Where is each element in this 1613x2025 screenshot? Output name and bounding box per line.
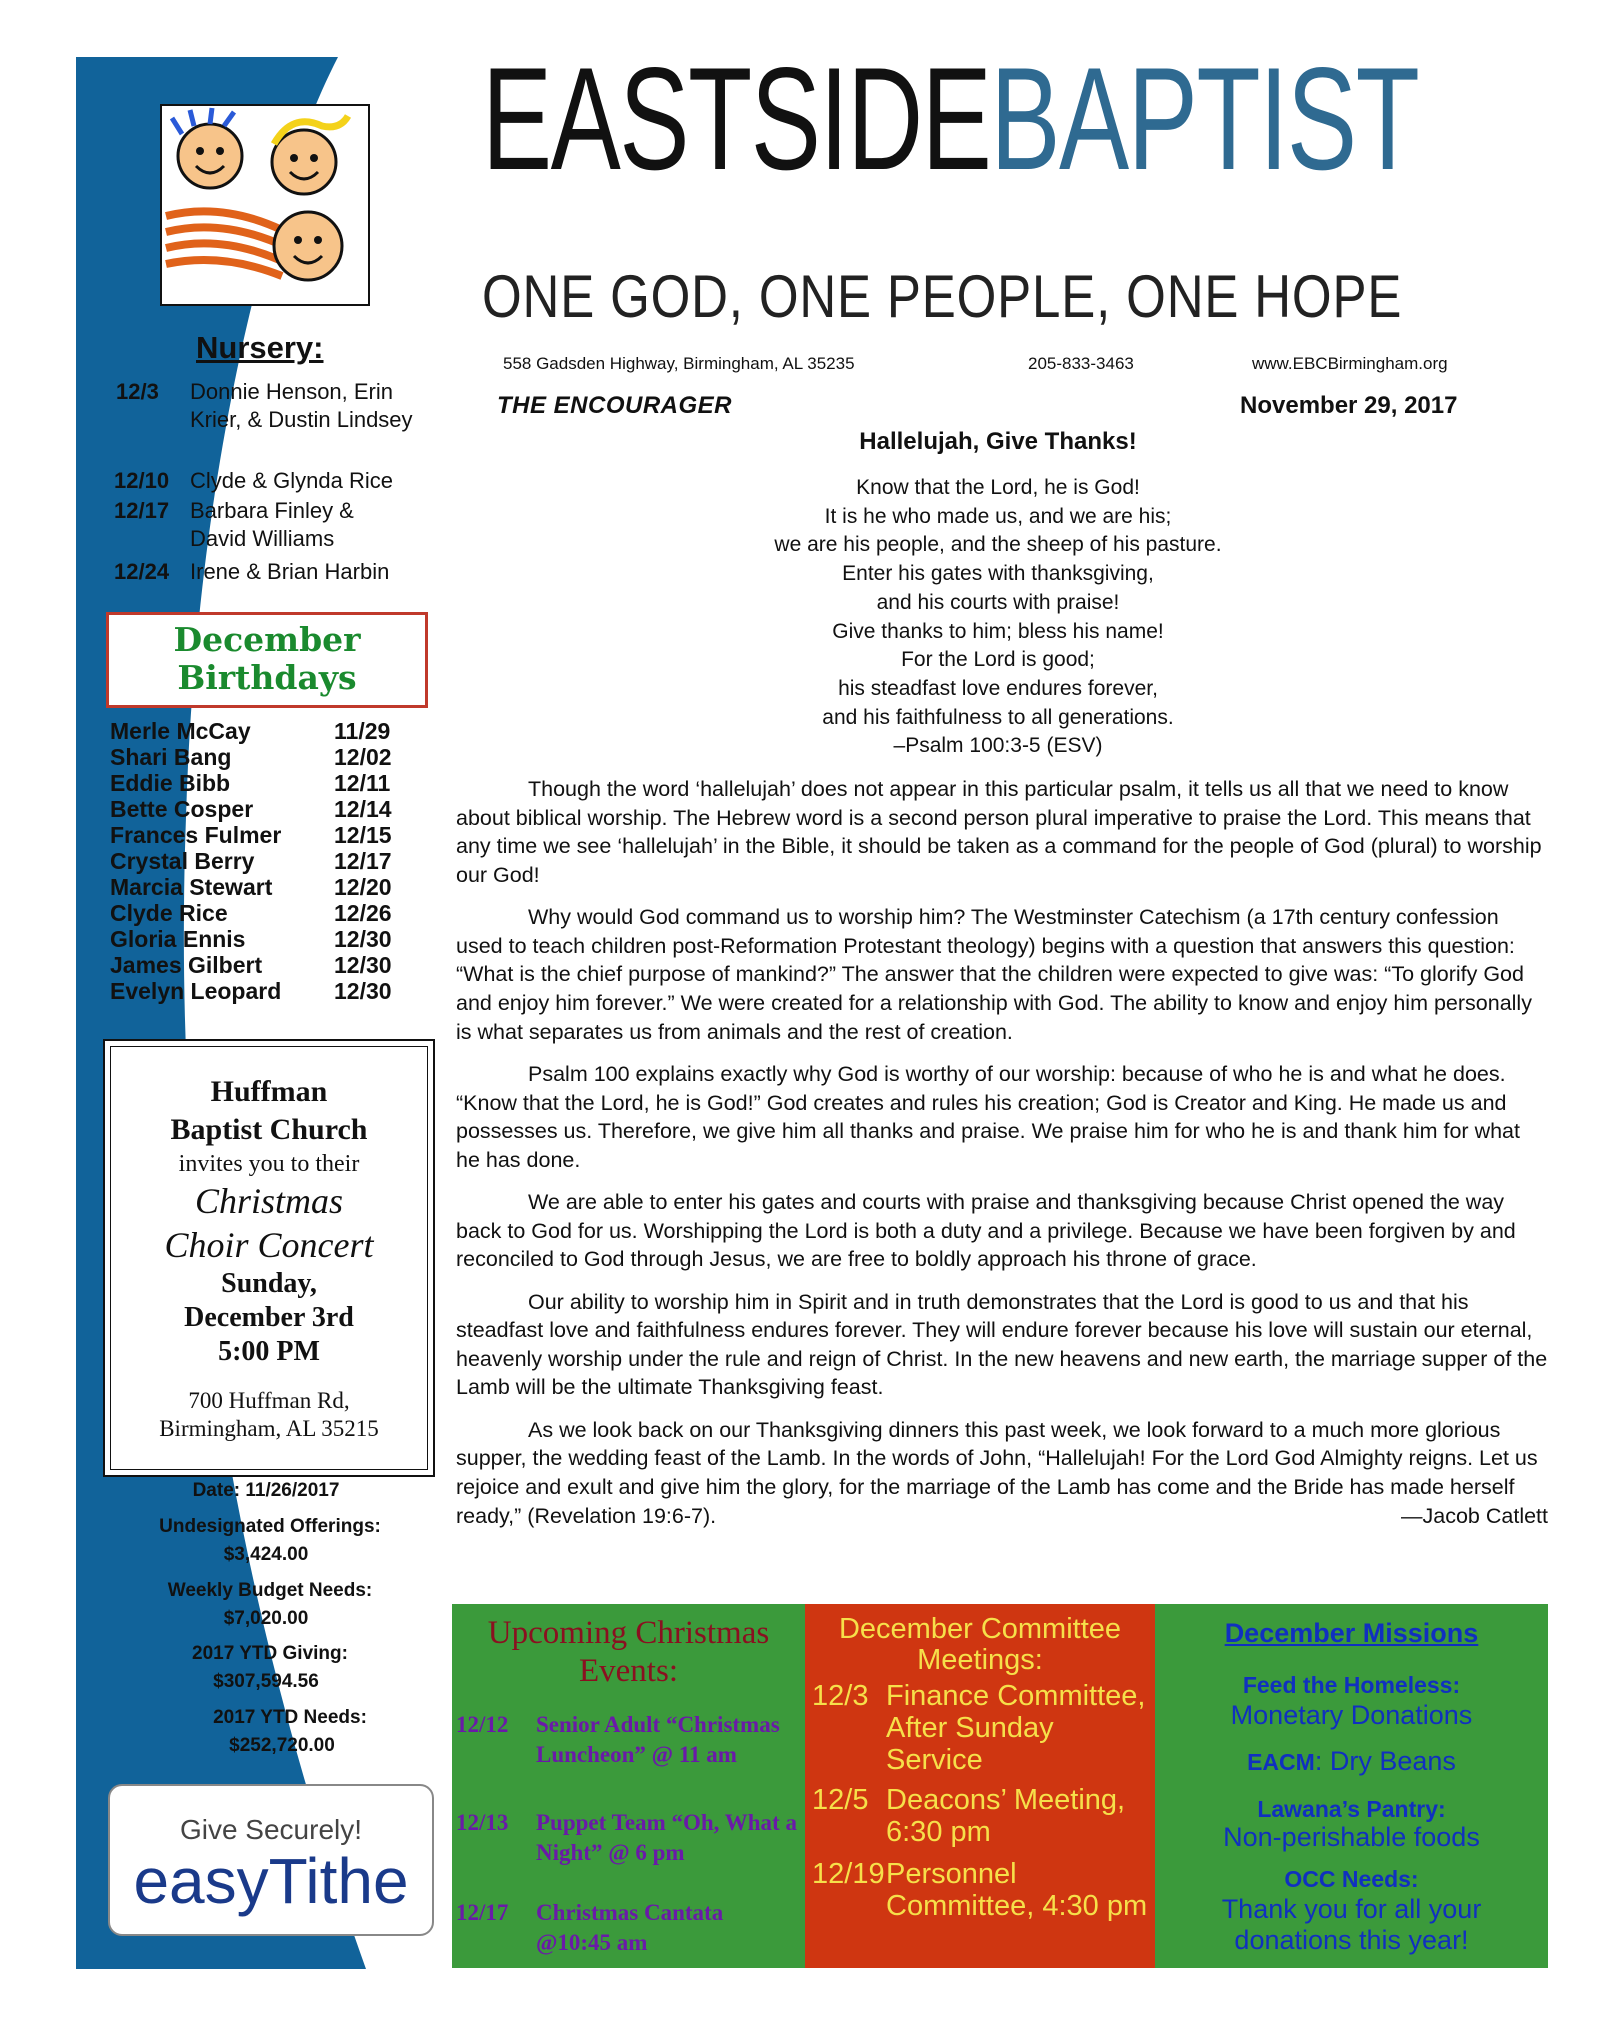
birthday-name: James Gilbert bbox=[110, 952, 263, 978]
birthday-date: 12/30 bbox=[334, 978, 392, 1004]
psalm-line: Know that the Lord, he is God! bbox=[856, 476, 1140, 499]
upcoming-events-title: Upcoming Christmas Events: bbox=[487, 1615, 770, 1689]
birthday-date: 12/20 bbox=[334, 874, 392, 900]
mission-eacm bbox=[1155, 1746, 1548, 1778]
event-date: 12/12 bbox=[456, 1712, 509, 1737]
article-paragraph: Our ability to worship him in Spirit and in truth demonstrates that the Lord is good to us and that his steadfast love and faithfulness endures forever. They will endure forever because his love will sustain our eternal, heavenly worship under the rule and reign of Christ. In the new heavens and new earth, the marriage supper of the Lamb will be the ultimate Thanksgiving feast. bbox=[456, 1289, 1548, 1400]
birthdays-title-line2: Birthdays bbox=[177, 658, 357, 697]
newsletter-date: November 29, 2017 bbox=[1240, 392, 1458, 419]
birthday-row bbox=[110, 926, 410, 952]
psalm-citation: –Psalm 100:3-5 (ESV) bbox=[893, 734, 1103, 758]
birthday-date: 12/26 bbox=[334, 900, 392, 926]
birthday-row bbox=[110, 796, 410, 822]
psalm-quote bbox=[452, 474, 1544, 761]
nursery-names: Clyde & Glynda Rice bbox=[190, 468, 393, 493]
mission-value: Thank you for all your donations this year! bbox=[1221, 1894, 1482, 1955]
article-paragraph: Why would God command us to worship him? The Westminster Catechism (a 17th century confession used to teach children post-Reformation Protestant theology) begins with a question that answers this question: “What is the chief purpose of mankind?” The answer that the children were expected to give was: “To glorify God and enjoy him forever.” We were created for a relationship with God. The ability to know and enjoy him personally is what separates us from animals and the rest of creation. bbox=[456, 905, 1532, 1044]
finance-ytd-giving-value: $307,594.56 bbox=[213, 1671, 319, 1692]
committee-item bbox=[812, 1858, 1152, 1922]
birthday-row bbox=[110, 770, 410, 796]
finance-budget-label: Weekly Budget Needs: bbox=[167, 1580, 373, 1601]
birthday-row bbox=[110, 952, 410, 978]
nursery-kids-illustration bbox=[160, 104, 370, 306]
mission-value: Monetary Donations bbox=[1230, 1700, 1473, 1730]
mission-heading: Feed the Homeless: bbox=[1242, 1672, 1461, 1698]
finance-ytd-giving-label: 2017 YTD Giving: bbox=[192, 1643, 348, 1664]
mission-value: : Dry Beans bbox=[1314, 1746, 1456, 1776]
birthday-date: 12/14 bbox=[334, 796, 392, 822]
concert-church-line2: Baptist Church bbox=[170, 1113, 368, 1146]
birthday-name: Eddie Bibb bbox=[110, 770, 231, 796]
birthday-date: 12/02 bbox=[334, 744, 392, 770]
birthday-row bbox=[110, 900, 410, 926]
nursery-date: 12/3 bbox=[116, 379, 159, 404]
birthday-name: Bette Cosper bbox=[110, 796, 254, 822]
event-text: Christmas Cantata @10:45 am bbox=[536, 1900, 724, 1955]
mission-heading: OCC Needs: bbox=[1284, 1866, 1419, 1892]
finance-ytd-needs-label: 2017 YTD Needs: bbox=[213, 1707, 367, 1728]
masthead-title bbox=[482, 37, 1419, 200]
masthead-name-light: BAPTIST bbox=[990, 37, 1419, 200]
concert-invitation-box bbox=[103, 1039, 435, 1477]
article-signature: —Jacob Catlett bbox=[1401, 1503, 1548, 1528]
committee-text: Finance Committee, After Sunday Service bbox=[886, 1680, 1146, 1776]
psalm-line: and his faithfulness to all generations. bbox=[822, 705, 1174, 729]
nursery-title: Nursery: bbox=[196, 330, 324, 365]
concert-invite-text: invites you to their bbox=[178, 1151, 360, 1177]
birthday-row bbox=[110, 848, 410, 874]
birthday-name: Evelyn Leopard bbox=[110, 978, 282, 1004]
concert-day: Sunday, bbox=[221, 1268, 317, 1299]
nursery-names: Donnie Henson, Erin Krier, & Dustin Lindsey bbox=[190, 379, 413, 432]
birthdays-title-box bbox=[106, 612, 428, 708]
committee-date: 12/19 bbox=[812, 1858, 885, 1890]
event-text: Puppet Team “Oh, What a Night” @ 6 pm bbox=[536, 1810, 797, 1865]
committee-text: Deacons’ Meeting, 6:30 pm bbox=[886, 1784, 1126, 1848]
birthday-row bbox=[110, 978, 410, 1004]
concert-date: December 3rd bbox=[184, 1302, 354, 1333]
masthead-name-dark: EASTSIDE bbox=[482, 37, 991, 200]
birthday-row bbox=[110, 874, 410, 900]
birthday-date: 11/29 bbox=[334, 718, 391, 744]
masthead-tagline: ONE GOD, ONE PEOPLE, ONE HOPE bbox=[482, 263, 1403, 330]
finance-budget-value: $7,020.00 bbox=[223, 1608, 309, 1629]
concert-church-line1: Huffman bbox=[210, 1075, 328, 1108]
article-body bbox=[456, 775, 1548, 1530]
church-address: 558 Gadsden Highway, Birmingham, AL 35235 bbox=[503, 354, 855, 373]
birthdays-title-line1: December bbox=[173, 620, 361, 659]
finance-undesignated-value: $3,424.00 bbox=[223, 1544, 309, 1565]
article-paragraph: Psalm 100 explains exactly why God is worthy of our worship: because of who he is and what he does. “Know that the Lord, he is God!” God creates and rules his creation; God is Creator and King. He made us and possesses us. Therefore, we give him all thanks and praise. We praise him for who he is and thank him for what he has done. bbox=[456, 1061, 1520, 1172]
event-item bbox=[456, 1808, 801, 1868]
concert-title-line2: Choir Concert bbox=[164, 1225, 374, 1265]
article-title: Hallelujah, Give Thanks! bbox=[859, 428, 1137, 455]
birthday-date: 12/17 bbox=[334, 848, 392, 874]
committee-item bbox=[812, 1680, 1152, 1776]
concert-address-line1: 700 Huffman Rd, bbox=[188, 1388, 350, 1413]
committee-date: 12/3 bbox=[812, 1680, 869, 1712]
event-item bbox=[456, 1710, 801, 1770]
finance-date: Date: 11/26/2017 bbox=[192, 1480, 340, 1501]
birthday-name: Frances Fulmer bbox=[110, 822, 282, 848]
birthday-name: Merle McCay bbox=[110, 718, 251, 744]
psalm-line: For the Lord is good; bbox=[901, 648, 1095, 672]
easytithe-tagline: Give Securely! bbox=[179, 1814, 363, 1845]
birthday-date: 12/30 bbox=[334, 926, 392, 952]
birthday-date: 12/15 bbox=[334, 822, 392, 848]
event-date: 12/17 bbox=[456, 1900, 509, 1925]
missions-title: December Missions bbox=[1224, 1618, 1479, 1648]
event-item bbox=[456, 1898, 801, 1958]
article-paragraph: Though the word ‘hallelujah’ does not appear in this particular psalm, it tells us all that we need to know about biblical worship. The Hebrew word is a second person plural imperative to praise the Lord. This means that any time we see ‘hallelujah’ in the Bible, it should be taken as a command for the people of God (plural) to worship our God! bbox=[456, 777, 1542, 887]
committee-date: 12/5 bbox=[812, 1784, 869, 1816]
birthday-date: 12/30 bbox=[334, 952, 392, 978]
nursery-date: 12/17 bbox=[114, 498, 170, 523]
concert-title-line1: Christmas bbox=[194, 1181, 344, 1221]
newsletter-name: THE ENCOURAGER bbox=[497, 392, 733, 419]
psalm-line: we are his people, and the sheep of his pasture. bbox=[774, 533, 1222, 557]
nursery-date: 12/10 bbox=[114, 468, 170, 493]
committee-meetings-box bbox=[805, 1604, 1155, 1968]
church-website-link[interactable]: www.EBCBirmingham.org bbox=[1252, 354, 1448, 373]
easytithe-logo: easyTithe bbox=[133, 1845, 409, 1917]
birthday-name: Marcia Stewart bbox=[110, 874, 273, 900]
easytithe-button[interactable] bbox=[108, 1784, 434, 1936]
birthday-name: Clyde Rice bbox=[110, 900, 228, 926]
psalm-line: and his courts with praise! bbox=[876, 590, 1120, 614]
mission-heading: Lawana’s Pantry: bbox=[1257, 1796, 1446, 1822]
birthday-name: Shari Bang bbox=[110, 744, 232, 770]
psalm-line: It is he who made us, and we are his; bbox=[824, 504, 1172, 528]
birthday-row bbox=[110, 822, 410, 848]
committee-text: Personnel Committee, 4:30 pm bbox=[886, 1858, 1148, 1922]
article-paragraph: As we look back on our Thanksgiving dinners this past week, we look forward to a much more glorious supper, the wedding feast of the Lamb. In the words of John, “Hallelujah! For the Lord God Almighty reigns. Let us rejoice and exult and give him the glory, for the marriage of the Lamb has come and the Bride has made herself ready,” (Revelation 19:6-7). bbox=[456, 1417, 1538, 1528]
concert-time: 5:00 PM bbox=[218, 1336, 320, 1367]
finance-undesignated-label: Undesignated Offerings: bbox=[159, 1516, 381, 1537]
upcoming-events-box bbox=[452, 1604, 805, 1968]
psalm-line: his steadfast love endures forever, bbox=[838, 676, 1158, 700]
nursery-date: 12/24 bbox=[114, 559, 170, 584]
psalm-line: Enter his gates with thanksgiving, bbox=[842, 562, 1154, 586]
concert-address-line2: Birmingham, AL 35215 bbox=[159, 1416, 379, 1441]
committee-meetings-title: December Committee Meetings: bbox=[838, 1613, 1122, 1676]
article-paragraph-last bbox=[456, 1416, 1548, 1530]
church-phone: 205-833-3463 bbox=[1028, 354, 1134, 373]
birthday-row bbox=[110, 718, 410, 744]
mission-heading: EACM bbox=[1247, 1749, 1315, 1775]
nursery-names: Irene & Brian Harbin bbox=[190, 559, 390, 584]
psalm-line: Give thanks to him; bless his name! bbox=[832, 619, 1164, 643]
birthday-name: Crystal Berry bbox=[110, 848, 255, 874]
birthday-row bbox=[110, 744, 410, 770]
committee-item bbox=[812, 1784, 1152, 1848]
article-paragraph: We are able to enter his gates and courts with praise and thanksgiving because Christ opened the way back to God for us. Worshipping the Lord is both a duty and a privilege. Because we have been forgiven by and reconciled to God through Jesus, we are free to boldly approach his throne of grace. bbox=[456, 1190, 1516, 1272]
finance-ytd-needs-value: $252,720.00 bbox=[229, 1735, 335, 1756]
nursery-names: Barbara Finley & David Williams bbox=[190, 498, 354, 551]
event-date: 12/13 bbox=[456, 1810, 509, 1835]
birthday-date: 12/11 bbox=[334, 770, 391, 796]
birthday-name: Gloria Ennis bbox=[110, 926, 246, 952]
missions-box bbox=[1155, 1604, 1548, 1968]
event-text: Senior Adult “Christmas Luncheon” @ 11 am bbox=[536, 1712, 780, 1767]
mission-value: Non-perishable foods bbox=[1223, 1822, 1480, 1852]
